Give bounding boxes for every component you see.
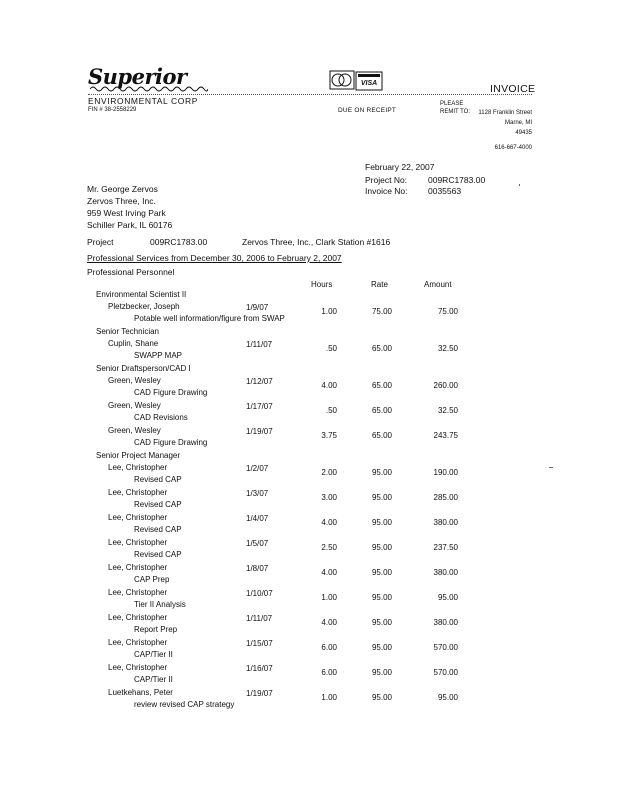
hours-value: 2.50 (321, 543, 337, 552)
project-label: Project (87, 237, 114, 247)
scan-mark (549, 467, 553, 468)
work-date: 1/16/07 (246, 664, 273, 673)
rate-value: 95.00 (371, 543, 392, 552)
work-date: 1/11/07 (246, 614, 273, 623)
remit-address (478, 108, 532, 138)
work-date: 1/12/07 (246, 377, 273, 386)
category-label: Senior Project Manager (96, 451, 181, 460)
company-fein: FIN # 38-2558229 (88, 107, 137, 113)
company-logo: Superior (88, 64, 187, 89)
work-date: 1/19/07 (246, 689, 273, 698)
amount-value: 95.00 (437, 593, 458, 602)
scan-mark (519, 184, 520, 186)
hours-value: 6.00 (321, 643, 337, 652)
category-label: Senior Draftsperson/CAD I (96, 364, 191, 373)
logo-wave-decoration (90, 85, 208, 93)
invoice-no-label: Invoice No: (365, 186, 408, 196)
task-description: Revised CAP (134, 525, 182, 534)
project-number: 009RC1783.00 (150, 237, 208, 247)
bill-to-line: Mr. George Zervos (87, 184, 158, 194)
project-no-value: 009RC1783.00 (428, 175, 486, 185)
hours-value: 4.00 (321, 568, 337, 577)
hours-value: 1.00 (321, 693, 337, 702)
work-date: 1/3/07 (246, 489, 269, 498)
amount-value: 570.00 (433, 668, 458, 677)
employee-name: Lee, Christopher (108, 563, 168, 572)
rate-value: 65.00 (371, 431, 392, 440)
hours-value: 3.75 (321, 431, 337, 440)
hours-value: 4.00 (321, 618, 337, 627)
task-description: review revised CAP strategy (134, 700, 235, 709)
project-name: Zervos Three, Inc., Clark Station #1616 (242, 237, 391, 247)
task-description: CAD Figure Drawing (134, 438, 208, 447)
employee-name: Lee, Christopher (108, 513, 168, 522)
service-period: Professional Services from December 30, 2006 to February 2, 2007 (87, 253, 342, 263)
rate-value: 95.00 (371, 618, 392, 627)
amount-value: 237.50 (433, 543, 458, 552)
col-header-rate: Rate (371, 280, 388, 289)
bill-to-line: 959 West Irving Park (87, 208, 166, 218)
hours-value: 1.00 (321, 307, 337, 316)
employee-name: Lee, Christopher (108, 638, 168, 647)
work-date: 1/19/07 (246, 427, 273, 436)
employee-name: Green, Wesley (108, 426, 161, 435)
rate-value: 65.00 (371, 381, 392, 390)
rate-value: 95.00 (371, 668, 392, 677)
employee-name: Lee, Christopher (108, 588, 168, 597)
col-header-amount: Amount (424, 280, 452, 289)
employee-name: Luetkehans, Peter (108, 688, 173, 697)
employee-name: Lee, Christopher (108, 613, 168, 622)
remit-label-line: REMIT TO: (440, 109, 471, 115)
task-description: CAP/Tier II (134, 650, 173, 659)
document-type: INVOICE (490, 83, 536, 95)
work-date: 1/8/07 (246, 564, 269, 573)
work-date: 1/2/07 (246, 464, 269, 473)
amount-value: 190.00 (433, 468, 458, 477)
remit-label-line: PLEASE (440, 101, 464, 107)
company-subtitle: ENVIRONMENTAL CORP (88, 96, 198, 106)
task-description: CAD Revisions (134, 413, 188, 422)
rate-value: 95.00 (371, 693, 392, 702)
task-description: CAP Prep (134, 575, 170, 584)
header-rule (88, 94, 532, 96)
task-description: Revised CAP (134, 500, 182, 509)
employee-name: Green, Wesley (108, 401, 161, 410)
work-date: 1/15/07 (246, 639, 273, 648)
hours-value: 1.00 (321, 593, 337, 602)
work-date: 1/9/07 (246, 303, 269, 312)
rate-value: 95.00 (371, 518, 392, 527)
task-description: Tier II Analysis (134, 600, 186, 609)
amount-value: 95.00 (437, 693, 458, 702)
invoice-no-value: 0035563 (428, 186, 462, 196)
work-date: 1/5/07 (246, 539, 269, 548)
task-description: CAD Figure Drawing (134, 388, 208, 397)
hours-value: .50 (325, 344, 337, 353)
credit-cards-icon (329, 69, 383, 93)
amount-value: 380.00 (433, 618, 458, 627)
work-date: 1/17/07 (246, 402, 273, 411)
invoice-date: February 22, 2007 (365, 162, 435, 172)
hours-value: .50 (325, 406, 337, 415)
amount-value: 32.50 (437, 406, 458, 415)
rate-value: 95.00 (371, 468, 392, 477)
amount-value: 243.75 (433, 431, 458, 440)
employee-name: Lee, Christopher (108, 663, 168, 672)
svg-text:VISA: VISA (360, 80, 378, 87)
hours-value: 3.00 (321, 493, 337, 502)
task-description: SWAPP MAP (134, 351, 183, 360)
task-description: Revised CAP (134, 550, 182, 559)
rate-value: 75.00 (371, 307, 392, 316)
bill-to-line: Schiller Park, IL 60176 (87, 220, 173, 230)
col-header-hours: Hours (311, 280, 333, 289)
project-no-label: Project No: (365, 175, 408, 185)
employee-name: Pletzbecker, Joseph (108, 302, 180, 311)
company-phone: 616-667-4000 (494, 145, 532, 151)
hours-value: 4.00 (321, 518, 337, 527)
bill-to-line: Zervos Three, Inc. (87, 196, 156, 206)
task-description: Report Prep (134, 625, 178, 634)
employee-name: Lee, Christopher (108, 538, 168, 547)
employee-name: Green, Wesley (108, 376, 161, 385)
remit-address-line: 49435 (515, 130, 532, 136)
hours-value: 2.00 (321, 468, 337, 477)
amount-value: 380.00 (433, 518, 458, 527)
amount-value: 285.00 (433, 493, 458, 502)
rate-value: 95.00 (371, 568, 392, 577)
work-date: 1/10/07 (246, 589, 273, 598)
employee-name: Cuplin, Shane (108, 339, 159, 348)
hours-value: 6.00 (321, 668, 337, 677)
amount-value: 260.00 (433, 381, 458, 390)
work-date: 1/11/07 (246, 340, 273, 349)
remit-address-line: 1128 Franklin Street (478, 110, 532, 116)
rate-value: 95.00 (371, 593, 392, 602)
amount-value: 570.00 (433, 643, 458, 652)
amount-value: 32.50 (437, 344, 458, 353)
amount-value: 75.00 (437, 307, 458, 316)
rate-value: 95.00 (371, 643, 392, 652)
hours-value: 4.00 (321, 381, 337, 390)
rate-value: 65.00 (371, 406, 392, 415)
remit-address-line: Marne, MI (504, 120, 532, 126)
work-date: 1/4/07 (246, 514, 269, 523)
task-description: CAP/Tier II (134, 675, 173, 684)
amount-value: 380.00 (433, 568, 458, 577)
category-label: Senior Technician (96, 327, 160, 336)
task-description: Revised CAP (134, 475, 182, 484)
rate-value: 95.00 (371, 493, 392, 502)
category-label: Environmental Scientist II (96, 290, 187, 299)
rate-value: 65.00 (371, 344, 392, 353)
remit-label (440, 100, 470, 116)
employee-name: Lee, Christopher (108, 463, 168, 472)
employee-name: Lee, Christopher (108, 488, 168, 497)
task-description: Potable well information/figure from SWAP (134, 314, 285, 323)
section-title: Professional Personnel (87, 267, 175, 277)
due-terms: DUE ON RECEIPT (338, 107, 397, 114)
